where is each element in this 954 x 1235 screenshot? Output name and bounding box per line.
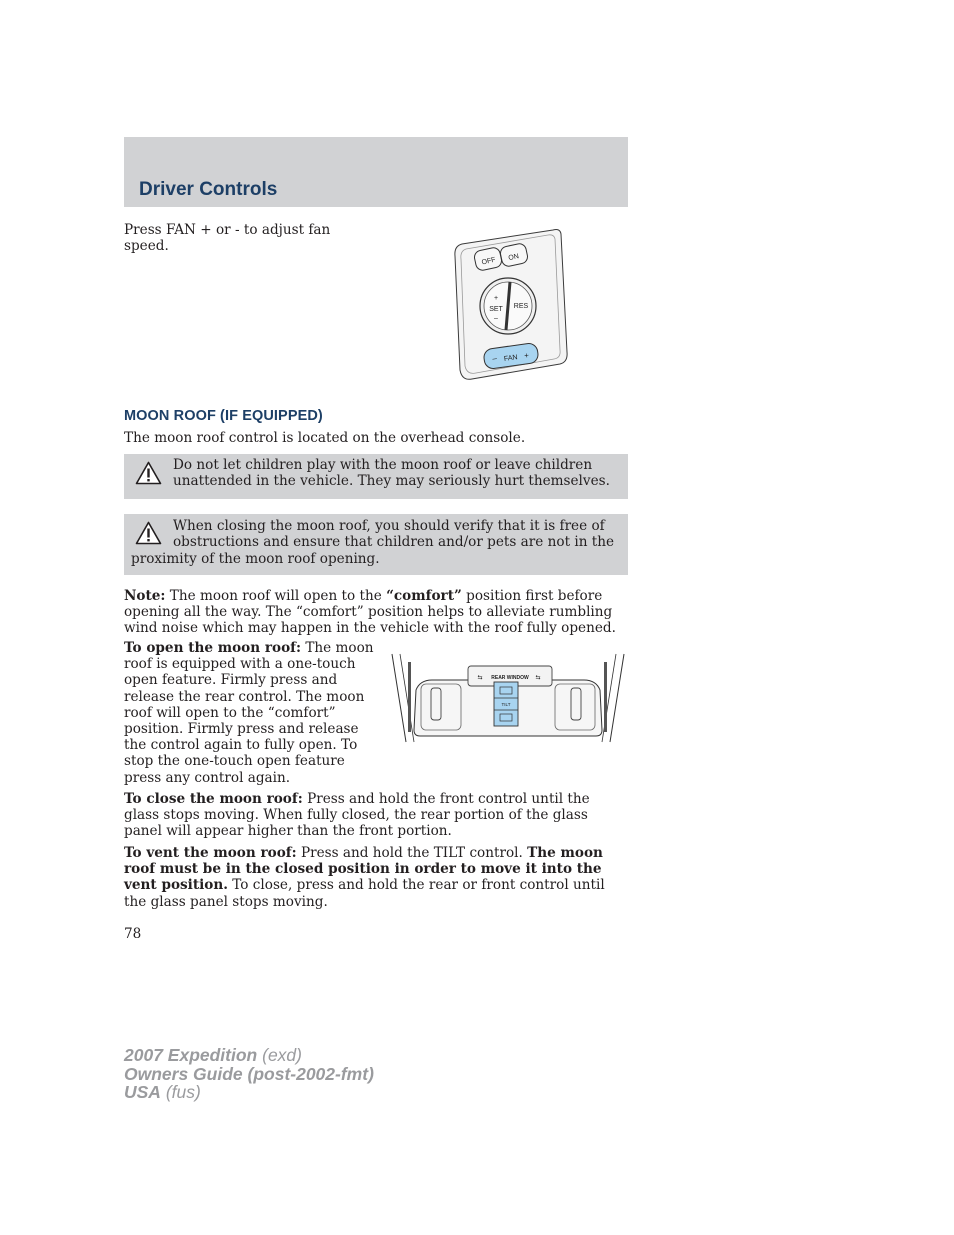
res-label: RES bbox=[513, 303, 529, 310]
warning-box-obstructions bbox=[124, 514, 628, 575]
footer-guide: Owners Guide (post-2002-fmt) bbox=[124, 1063, 374, 1084]
page-number: 78 bbox=[124, 926, 142, 942]
fan-label: FAN bbox=[503, 354, 519, 363]
close-label: To close the moon roof: bbox=[124, 791, 303, 807]
warning-text-obstructions-1: When closing the moon roof, you should verify that it is free of obstructions and ensure that children and/or pets are not in the bbox=[173, 518, 615, 551]
footer-line-1 bbox=[124, 1046, 374, 1065]
svg-text:⇆: ⇆ bbox=[535, 675, 541, 681]
on-label: ON bbox=[507, 253, 520, 263]
section-header-band bbox=[124, 137, 628, 207]
note-text-a: The moon roof will open to the bbox=[165, 588, 387, 604]
footer-market: USA bbox=[124, 1082, 161, 1102]
vent-text-a: Press and hold the TILT control. bbox=[296, 845, 528, 861]
off-label: OFF bbox=[481, 256, 497, 267]
document-footer bbox=[124, 1046, 374, 1102]
tilt-label: TILT bbox=[501, 702, 511, 707]
open-paragraph bbox=[124, 640, 380, 786]
vent-text-b: To close, press and hold the rear or front control until the glass panel stops moving. bbox=[124, 877, 605, 910]
vent-paragraph bbox=[124, 845, 620, 910]
fan-minus-label: – bbox=[491, 353, 498, 364]
note-comfort: “comfort” bbox=[386, 588, 462, 604]
note-text-b: position first before opening all the way. The “comfort” position helps to alleviate rumbling wind noise which may happen in the vehicle with the roof fully opened. bbox=[124, 588, 616, 637]
warning-triangle-icon bbox=[135, 521, 162, 545]
footer-market-code: (fus) bbox=[160, 1082, 201, 1102]
warning-box-children bbox=[124, 454, 628, 499]
set-label: SET bbox=[489, 306, 503, 313]
set-minus-label: – bbox=[494, 315, 498, 322]
warning-triangle-icon bbox=[135, 461, 162, 485]
footer-line-2 bbox=[124, 1065, 374, 1084]
open-text: The moon roof is equipped with a one-touch open feature. Firmly press and release the rear control. The moon roof will open to the “comfort” position. Firmly press and release the control again to fully open. To stop the one-touch open feature press any control again. bbox=[124, 640, 374, 786]
moonroof-heading: MOON ROOF (IF EQUIPPED) bbox=[124, 408, 323, 424]
set-plus-label: + bbox=[493, 295, 499, 302]
svg-text:⇆: ⇆ bbox=[477, 675, 483, 681]
close-paragraph bbox=[124, 791, 628, 840]
note-paragraph bbox=[124, 588, 624, 637]
footer-model-code: (exd) bbox=[257, 1045, 302, 1065]
climate-control-illustration bbox=[450, 228, 570, 384]
note-label: Note: bbox=[124, 588, 166, 604]
footer-model: 2007 Expedition bbox=[124, 1045, 258, 1065]
vent-bold: The moon roof must be in the closed position in order to move it into the vent position. bbox=[124, 845, 603, 894]
overhead-console-illustration bbox=[390, 650, 626, 748]
warning-text-children: Do not let children play with the moon roof or leave children unattended in the vehicle. They may seriously hurt themselves. bbox=[173, 457, 610, 490]
footer-line-3 bbox=[124, 1083, 374, 1102]
rear-window-label: REAR WINDOW bbox=[491, 675, 529, 681]
vent-label: To vent the moon roof: bbox=[124, 845, 297, 861]
close-text: Press and hold the front control until the glass stops moving. When fully closed, the rear portion of the glass panel will appear higher than the front portion. bbox=[124, 791, 590, 840]
fan-instruction: Press FAN + or - to adjust fan speed. bbox=[124, 222, 331, 255]
section-title: Driver Controls bbox=[139, 179, 278, 200]
warning-text-obstructions-2: proximity of the moon roof opening. bbox=[131, 551, 380, 567]
open-label: To open the moon roof: bbox=[124, 640, 302, 656]
moonroof-intro: The moon roof control is located on the overhead console. bbox=[124, 430, 526, 446]
fan-plus-label: + bbox=[523, 350, 530, 361]
